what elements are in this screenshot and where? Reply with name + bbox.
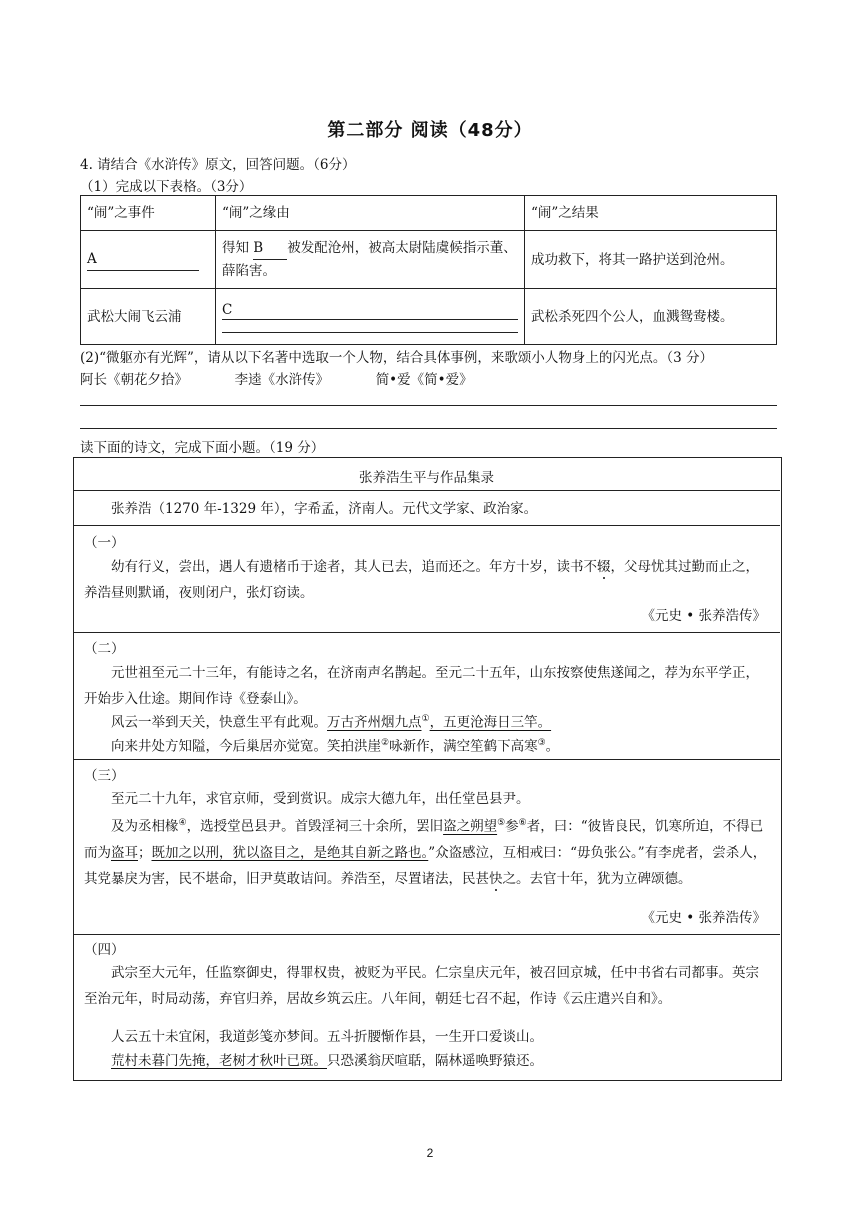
section-3-text-1: 至元二十九年，求官京师，受到赏识。成宗大德九年，出任堂邑县尹。 (111, 791, 530, 807)
row1-result: 成功救下，将其一路护送到沧州。 (525, 231, 777, 289)
question-4-sub1: （1）完成以下表格。（3分） (80, 179, 253, 195)
page-number: 2 (426, 1146, 434, 1160)
section-3-source: 《元史 • 张养浩传》 (641, 910, 766, 926)
row1-event-cell (81, 231, 216, 289)
header-reason: “闹”之缘由 (216, 196, 525, 231)
bio: 张养浩（1270 年-1329 年），字希孟，济南人。元代文学家、政治家。 (111, 501, 538, 517)
row2-result: 武松杀死四个公人，血溅鸳鸯楼。 (525, 289, 777, 345)
section-4-label: （四） (84, 942, 125, 958)
header-event: “闹”之事件 (81, 196, 216, 231)
divider-4 (73, 759, 780, 760)
divider-1 (73, 490, 780, 491)
row1-reason-pre: 得知 (222, 240, 254, 256)
section-2-text: 元世祖至元二十三年，有能诗之名，在济南声名鹊起。至元二十五年，山东按察使焦遂闻之，荐为东平学正，开始步入仕途。期间作诗《登泰山》。 (84, 665, 759, 707)
section-3-label: （三） (84, 768, 125, 784)
option-likui: 李逵《水浒传》 (234, 372, 330, 388)
reading-intro: 读下面的诗文，完成下面小题。（19 分） (80, 440, 325, 456)
blank-c[interactable]: C (222, 301, 518, 320)
divider-5 (73, 934, 780, 935)
section-2-poem-line2: 向来井处方知隘，今后巢居亦觉宽。笑拍洪崖②咏新作，满空笙鹤下高寒③。 (111, 738, 560, 755)
section-1-label: （一） (84, 535, 125, 551)
section-3-text-2: 及为丞相椽④，选授堂邑县尹。首毁淫祠三十余所，罢旧盗之朔望⑤参⑥者，曰：“彼皆良民，饥寒所迫，不得已而为盗耳；既加之以刑，犹以盗目之，是绝其自新之路也。”众盗感泣，互相戒曰：“毋负张公。”有李虎者，尝杀人，其党暴戾为害，民不堪命，旧尹莫敢诘问。养浩至，尽置诸法，民甚快之。去官十年，犹为立碑颂德。 (84, 818, 767, 887)
section-4-poem-line1: 人云五十未宜闲，我道彭笺亦梦间。五斗折腰惭作县，一生开口爱谈山。 (111, 1029, 543, 1045)
header-result: “闹”之结果 (525, 196, 777, 231)
divider-3 (73, 632, 780, 633)
section-title: 第二部分 阅读（48分） (327, 120, 533, 141)
section-1-source: 《元史 • 张养浩传》 (641, 608, 766, 624)
section-2-label: （二） (84, 641, 125, 657)
section-2-poem-line1: 风云一举到天关，快意生平有此观。万古齐州烟九点①，五更沧海日三竿。 (111, 714, 552, 731)
blank-b[interactable]: B (253, 237, 287, 260)
options-row (80, 368, 473, 388)
blank-a[interactable]: A (87, 248, 199, 271)
section-4-poem-line2: 荒村未暮门先掩，老树才秋叶已斑。只恐溪翁厌喧聒，隔林遥唤野猿还。 (111, 1053, 543, 1069)
question-4-stem: 4. 请结合《水浒传》原文，回答问题。（6分） (80, 157, 356, 173)
answer-line-2[interactable] (80, 428, 777, 429)
row2-event: 武松大闹飞云浦 (81, 289, 216, 345)
section-1-text: 幼有行义，尝出，遇人有遗楮币于途者，其人已去，追而还之。年方十岁，读书不辍，父母忧其过勤而止之，养浩昼则默诵，夜则闭户，张灯窃读。 (84, 559, 759, 601)
answer-line-1[interactable] (80, 405, 777, 406)
blank-c-line2[interactable] (222, 320, 518, 333)
option-achang: 阿长《朝花夕拾》 (80, 372, 188, 388)
question-4-sub2: (2)“微躯亦有光辉”，请从以下名著中选取一个人物，结合具体事例，来歌颂小人物身上的闪光点。（3 分） (80, 350, 714, 366)
box-title: 张养浩生平与作品集录 (359, 470, 494, 486)
section-4-text: 武宗至大元年，任监察御史，得罪权贵，被贬为平民。仁宗皇庆元年，被召回京城，任中书省右司都事。英宗至治元年，时局动荡，弃官归养，居故乡筑云庄。八年间，朝廷七召不起，作诗《云庄遣兴自和》。 (84, 965, 759, 1007)
events-table (80, 195, 777, 345)
row1-reason-cell (216, 231, 525, 289)
row2-reason-cell (216, 289, 525, 345)
row1-reason-post: 被发配沧州，被高太尉陆虞候指示董、薛陷害。 (222, 240, 517, 279)
divider-2 (73, 525, 780, 526)
option-janeeyre: 简•爱《简•爱》 (375, 372, 473, 388)
